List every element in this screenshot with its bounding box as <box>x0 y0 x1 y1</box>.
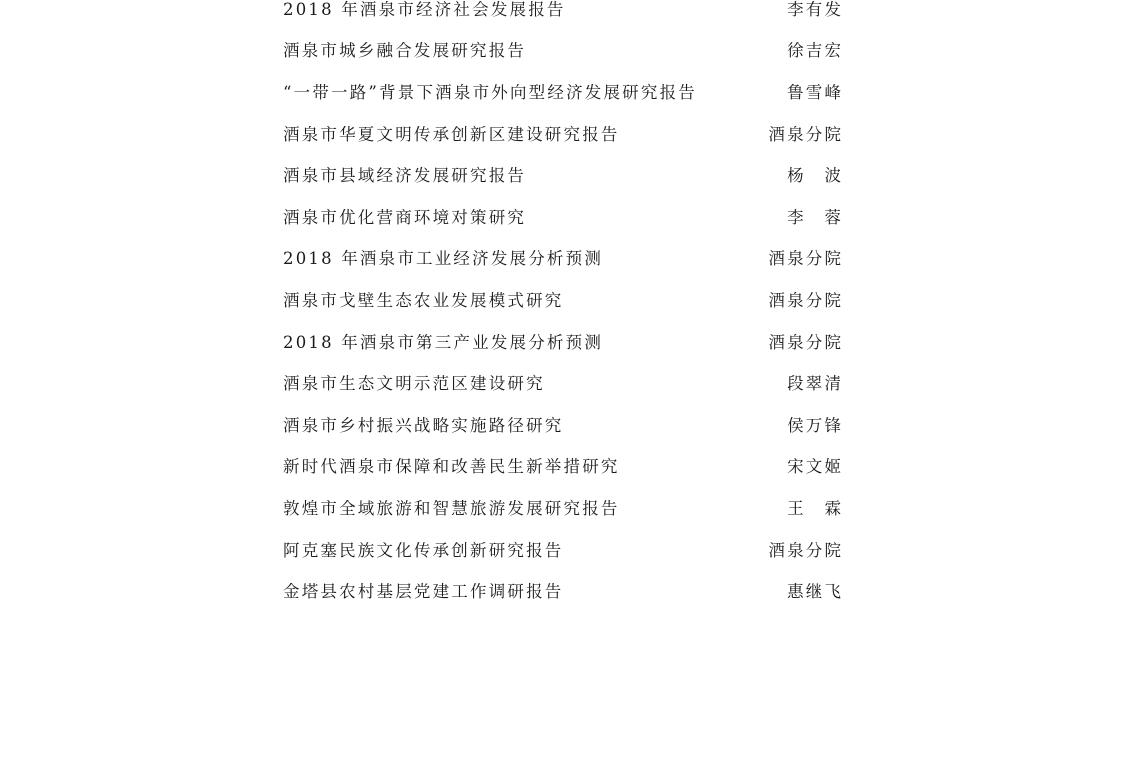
toc-entry-title: 酒泉市乡村振兴战略实施路径研究 <box>283 415 564 435</box>
toc-entry <box>283 195 844 237</box>
toc-entry <box>283 361 844 403</box>
toc-entry-title: 2018 年酒泉市经济社会发展报告 <box>283 0 566 19</box>
toc-entry-title: 阿克塞民族文化传承创新研究报告 <box>283 540 564 560</box>
toc-entry-title: 酒泉市城乡融合发展研究报告 <box>283 41 527 61</box>
toc-entry-title: 酒泉市生态文明示范区建设研究 <box>283 374 545 394</box>
toc-entry-author: 杨 波 <box>787 166 844 186</box>
toc-entry-title: 酒泉市县域经济发展研究报告 <box>283 166 527 186</box>
toc-entry-author: 段翠清 <box>787 374 844 394</box>
toc-entry-title: 新时代酒泉市保障和改善民生新举措研究 <box>283 457 620 477</box>
toc-entry <box>283 320 844 362</box>
toc-entry <box>283 528 844 570</box>
toc-entry-author: 惠继飞 <box>787 582 844 602</box>
toc-entry <box>283 153 844 195</box>
toc-entry-author: 徐吉宏 <box>787 41 844 61</box>
toc-entry-title: 酒泉市戈壁生态农业发展模式研究 <box>283 290 564 310</box>
toc-entry-title: 酒泉市华夏文明传承创新区建设研究报告 <box>283 124 620 144</box>
toc-entry <box>283 445 844 487</box>
toc-entry <box>283 112 844 154</box>
toc-entry-author: 王 霖 <box>787 498 844 518</box>
toc-entry <box>283 278 844 320</box>
toc-entry <box>283 237 844 279</box>
toc-entry-author: 鲁雪峰 <box>787 82 844 102</box>
toc-entry-author: 宋文姬 <box>787 457 844 477</box>
toc-entry-author: 侯万锋 <box>787 415 844 435</box>
toc-entry <box>283 569 844 611</box>
toc-entry-author: 酒泉分院 <box>768 540 844 560</box>
toc-entry-title: 酒泉市优化营商环境对策研究 <box>283 207 527 227</box>
toc-entry-author: 酒泉分院 <box>768 249 844 269</box>
toc-entry <box>283 0 844 29</box>
toc-entry-author: 酒泉分院 <box>768 332 844 352</box>
toc-entry-author: 酒泉分院 <box>768 290 844 310</box>
toc-entry-title: “一带一路”背景下酒泉市外向型经济发展研究报告 <box>283 82 697 102</box>
toc-entry-author: 李 蓉 <box>787 207 844 227</box>
toc-entry-author: 李有发 <box>787 0 844 19</box>
toc-entry-title: 敦煌市全域旅游和智慧旅游发展研究报告 <box>283 498 620 518</box>
toc-entry <box>283 29 844 71</box>
toc-entry-title: 2018 年酒泉市第三产业发展分析预测 <box>283 332 604 352</box>
toc-entry <box>283 403 844 445</box>
toc-entry-author: 酒泉分院 <box>768 124 844 144</box>
table-of-contents <box>283 0 844 611</box>
toc-entry-title: 金塔县农村基层党建工作调研报告 <box>283 582 564 602</box>
toc-entry <box>283 486 844 528</box>
toc-entry-title: 2018 年酒泉市工业经济发展分析预测 <box>283 249 604 269</box>
toc-entry <box>283 70 844 112</box>
